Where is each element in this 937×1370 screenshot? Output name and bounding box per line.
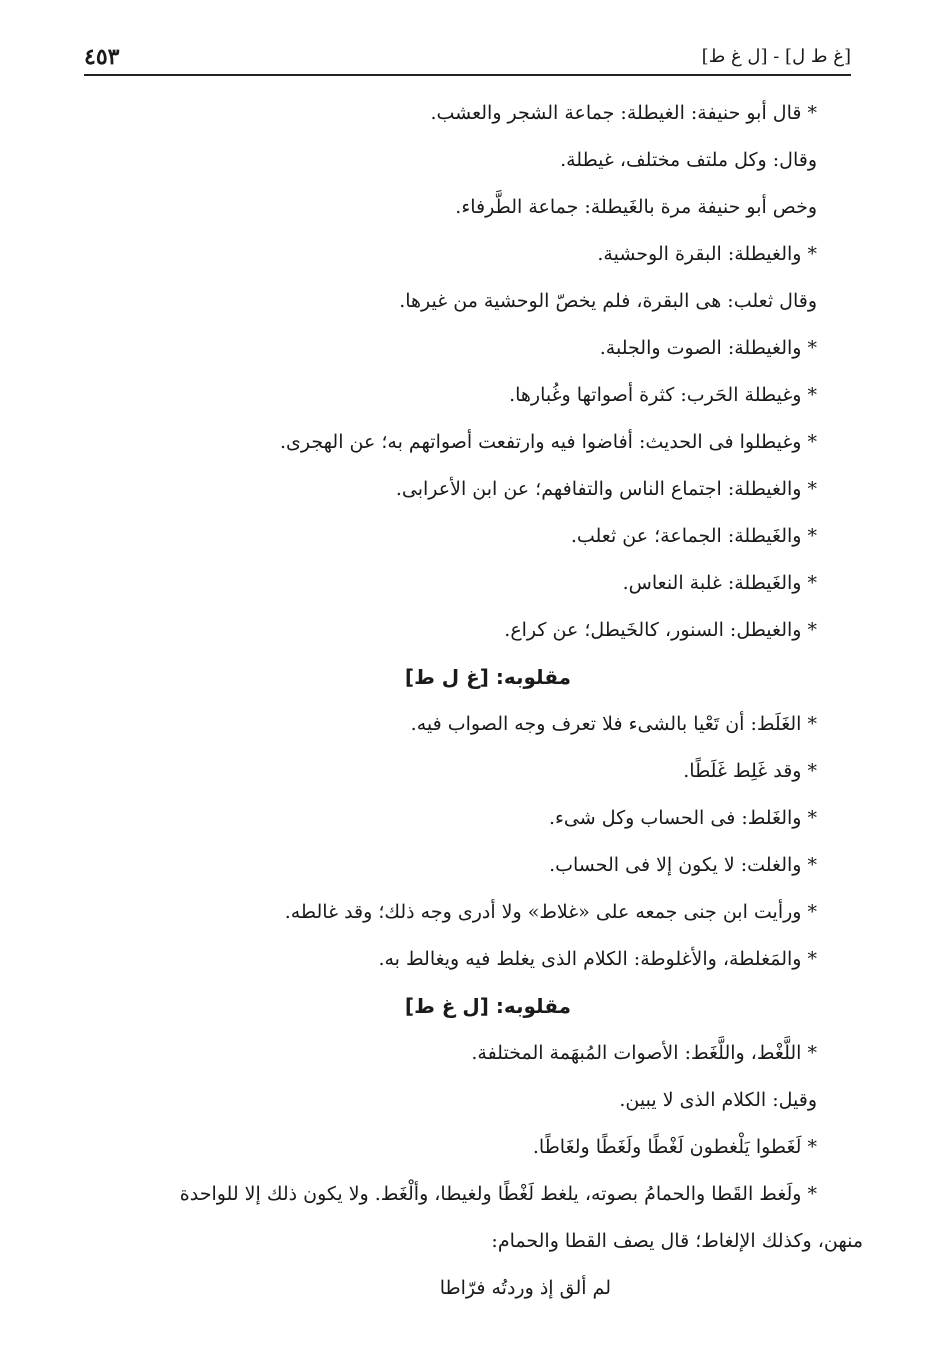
text-line: * لَغَطوا يَلْغطون لَغْطًا ولَغَطًا ولغَاطًا.	[532, 1136, 817, 1158]
text-line: * والغيطل: السنور، كالخَيطل؛ عن كراع.	[504, 619, 817, 641]
text-line: * وغيطلوا فى الحديث: أفاضوا فيه وارتفعت أصواتهم به؛ عن الهجرى.	[279, 431, 817, 453]
text-line: منهن، وكذلك الإلغاط؛ قال يصف القطا والحمام:	[491, 1230, 863, 1252]
text-line: * والغَيطلة: الجماعة؛ عن ثعلب.	[570, 525, 817, 547]
text-line: * والغيطلة: اجتماع الناس والتفافهم؛ عن ابن الأعرابى.	[395, 478, 817, 500]
text-line: * ولَغط القَطا والحمامُ بصوته، يلغط لَغْطًا ولغيطا، وألْغَط. ولا يكون ذلك إلا للواحدة	[179, 1183, 817, 1205]
text-line: وقال: وكل ملتف مختلف، غيطلة.	[560, 149, 817, 171]
page-number: ٤٥٣	[84, 44, 120, 70]
text-line: * ورأيت ابن جنى جمعه على «غلاط» ولا أدرى وجه ذلك؛ وقد غالطه.	[284, 901, 817, 923]
text-line: * والغَلط: فى الحساب وكل شىء.	[548, 807, 817, 829]
verse-line: لم ألق إذ وردتُه فرّاطا	[439, 1277, 611, 1299]
entry-heading: مقلوبه: [غ ل ط]	[404, 665, 571, 689]
entry-heading: مقلوبه: [ل غ ط]	[404, 994, 571, 1018]
text-line: وقال ثعلب: هى البقرة، فلم يخصّ الوحشية من غيرها.	[399, 290, 817, 312]
text-line: وخص أبو حنيفة مرة بالغَيطلة: جماعة الطَّرفاء.	[455, 196, 817, 218]
text-line: وقيل: الكلام الذى لا يبين.	[619, 1089, 817, 1111]
text-line: * وغيطلة الحَرب: كثرة أصواتها وغُبارها.	[509, 384, 817, 406]
text-line: * والمَغلطة، والأغلوطة: الكلام الذى يغلط فيه ويغالط به.	[378, 948, 817, 970]
section-heading: [غ ط ل] - [ل غ ط]	[701, 46, 851, 67]
text-line: * وقد غَلِط غَلَطًا.	[683, 760, 817, 782]
text-line: * والغيطلة: البقرة الوحشية.	[597, 243, 817, 265]
text-line: * والغلت: لا يكون إلا فى الحساب.	[549, 854, 817, 876]
text-line: * والغيطلة: الصوت والجلبة.	[599, 337, 817, 359]
text-line: * الغَلَط: أن تَعْيا بالشىء فلا تعرف وجه الصواب فيه.	[410, 713, 817, 735]
page-body	[60, 90, 863, 1312]
running-header	[84, 44, 851, 76]
text-line: * والغَيطلة: غلبة النعاس.	[622, 572, 817, 594]
text-line: * اللَّغْط، واللَّغَط: الأصوات المُبهَمة المختلفة.	[471, 1042, 817, 1064]
text-line: * قال أبو حنيفة: الغيطلة: جماعة الشجر والعشب.	[430, 102, 817, 124]
